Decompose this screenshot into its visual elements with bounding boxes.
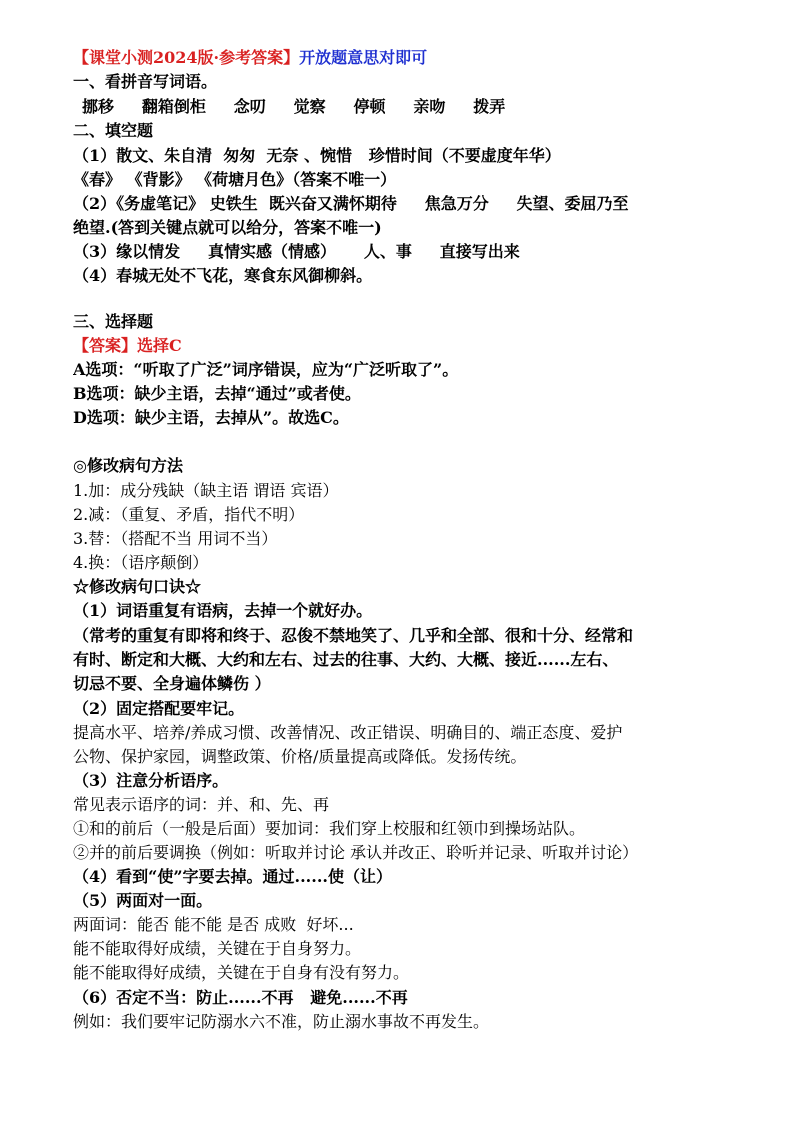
header-title: 【课堂小测2024版·参考答案】 xyxy=(73,48,300,67)
q2-line-2: 绝望.(答到关键点就可以给分，答案不唯一) xyxy=(73,218,382,237)
tip-1-line-3: 切忌不要、全身遍体鳞伤 ） xyxy=(73,674,271,693)
option-b: B选项：缺少主语，去掉“通过”或者使。 xyxy=(73,384,361,403)
tip-2-title: （2）固定搭配要牢记。 xyxy=(73,699,245,718)
q2-line-1: （2）《务虚笔记》 史铁生 既兴奋又满怀期待 焦急万分 失望、委屈乃至 xyxy=(73,194,629,213)
tip-5-line-2: 能不能取得好成绩，关键在于自身努力。 xyxy=(73,939,362,958)
tip-6-title: （6）否定不当：防止......不再 避免......不再 xyxy=(73,988,408,1007)
q1-line-1: （1）散文、朱自清 匆匆 无奈 、惋惜 珍惜时间（不要虚度年华） xyxy=(73,146,561,165)
word-6: 亲吻 xyxy=(413,97,446,116)
method-item-4: 4.换：（语序颠倒） xyxy=(73,553,209,572)
tip-3-line-1: 常见表示语序的词：并、和、先、再 xyxy=(73,795,330,814)
q4-line: （4）春城无处不飞花，寒食东风御柳斜。 xyxy=(73,266,373,285)
section-3-heading: 三、选择题 xyxy=(73,312,154,331)
tip-4-title: （4）看到“使”字要去掉。通过......使（让） xyxy=(73,867,392,886)
tip-3-line-2: ①和的前后（一般是后面）要加词：我们穿上校服和红领巾到操场站队。 xyxy=(73,819,586,838)
word-1: 挪移 xyxy=(82,97,115,116)
methods-heading: ◎修改病句方法 xyxy=(73,456,183,475)
tip-3-line-3: ②并的前后要调换（例如：听取并讨论 承认并改正、聆听并记录、听取并讨论） xyxy=(73,843,639,862)
option-d: D选项：缺少主语，去掉从”。故选C。 xyxy=(73,408,349,427)
header-note: 开放题意思对即可 xyxy=(299,48,428,67)
answer-label: 【答案】选择C xyxy=(73,336,182,355)
method-item-1: 1.加：成分残缺（缺主语 谓语 宾语） xyxy=(73,481,339,500)
method-item-3: 3.替：（搭配不当 用词不当） xyxy=(73,529,278,548)
tip-5-line-3: 能不能取得好成绩，关键在于自身有没有努力。 xyxy=(73,963,410,982)
section-1-words xyxy=(82,96,771,118)
header-line xyxy=(73,47,771,69)
word-3: 念叨 xyxy=(233,97,266,116)
section-2-heading: 二、填空题 xyxy=(73,121,154,140)
tip-1-line-2: 有时、断定和大概、大约和左右、过去的往事、大约、大概、接近......左右、 xyxy=(73,650,619,669)
q3-line: （3）缘以情发 真情实感（情感） 人、事 直接写出来 xyxy=(73,242,520,261)
section-1-heading: 一、看拼音写词语。 xyxy=(73,72,218,91)
option-a: A选项：“听取了广泛”词序错误，应为“广泛听取了”。 xyxy=(73,360,459,379)
q1-line-2: 《春》 《背影》 《荷塘月色》（答案不唯一） xyxy=(73,170,397,189)
word-7: 拨弄 xyxy=(473,97,506,116)
tip-2-line-2: 公物、保护家园，调整政策、价格/质量提高或降低。发扬传统。 xyxy=(73,747,527,766)
tip-5-title: （5）两面对一面。 xyxy=(73,891,213,910)
tips-heading: ☆修改病句口诀☆ xyxy=(73,577,202,596)
tip-1-title: （1）词语重复有语病，去掉一个就好办。 xyxy=(73,601,373,620)
word-5: 停顿 xyxy=(353,97,386,116)
method-item-2: 2.减：（重复、矛盾，指代不明） xyxy=(73,505,305,524)
tip-5-line-1: 两面词：能否 能不能 是否 成败 好坏... xyxy=(73,915,354,934)
tip-2-line-1: 提高水平、培养/养成习惯、改善情况、改正错误、明确目的、端正态度、爱护 xyxy=(73,723,623,742)
tip-6-line-1: 例如：我们要牢记防溺水六不准，防止溺水事故不再发生。 xyxy=(73,1012,490,1031)
word-2: 翻箱倒柜 xyxy=(141,97,206,116)
tip-1-line-1: （常考的重复有即将和终于、忍俊不禁地笑了、几乎和全部、很和十分、经常和 xyxy=(73,626,634,645)
word-4: 觉察 xyxy=(293,97,326,116)
tip-3-title: （3）注意分析语序。 xyxy=(73,771,229,790)
